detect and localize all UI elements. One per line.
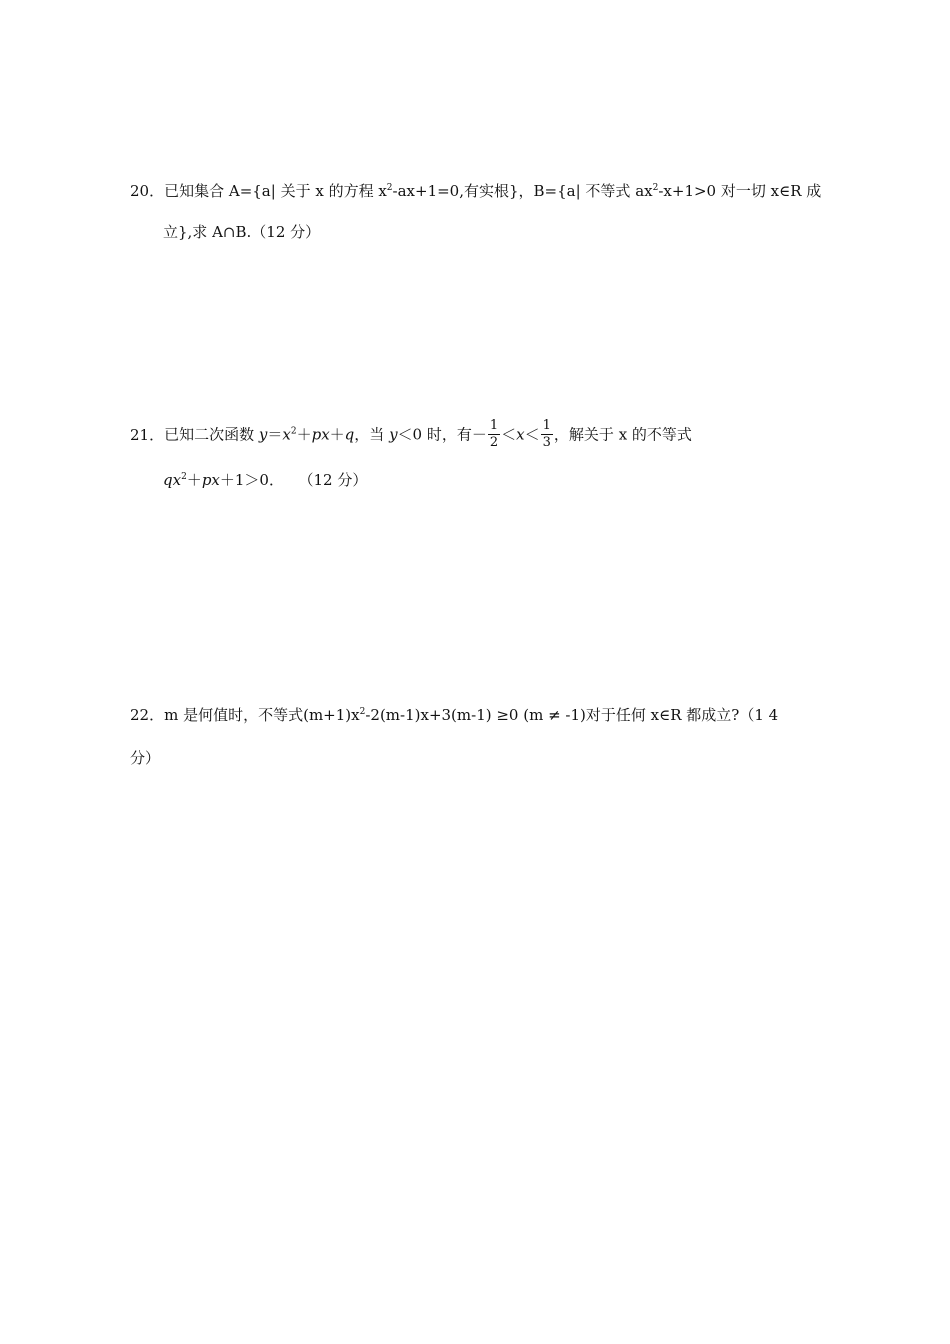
question-21-var-y: y <box>258 425 268 444</box>
question-21-text-b: ，当 <box>354 425 390 444</box>
question-21-line-2 <box>163 470 367 490</box>
question-20-text-c: -x+1>0 对一切 x∈R 成 <box>658 182 822 200</box>
question-21-line-2-rest: ＋1＞0． <box>219 471 284 489</box>
question-21-equals: ＝ <box>267 425 283 444</box>
question-21-plus-2: ＋ <box>329 425 345 444</box>
fraction-denominator: 2 <box>489 435 499 450</box>
question-22-text-a: m 是何值时，不等式(m+1)x <box>164 706 360 724</box>
question-21-var-x: x <box>282 425 291 444</box>
question-21-line-2-px: px <box>201 471 220 489</box>
question-21-score: （12 分） <box>305 471 368 489</box>
question-21-less-than-2: ＜ <box>524 425 540 444</box>
question-21-line-2-superscript: 2 <box>181 472 187 482</box>
question-21-fraction-one-third <box>541 418 553 451</box>
question-21-var-q: q <box>344 425 355 444</box>
question-20-text-a: 已知集合 A={a| 关于 x 的方程 x <box>164 182 387 200</box>
question-20-line-1 <box>130 181 821 201</box>
question-20-text-b: -ax+1=0,有实根}，B={a| 不等式 ax <box>392 182 653 200</box>
question-21-term-qx: qx <box>163 471 182 489</box>
question-21-less-than-1: ＜ <box>501 425 517 444</box>
question-21-plus-1: ＋ <box>296 425 312 444</box>
question-22-line-2: 分） <box>130 749 161 767</box>
question-21-text-c: ，解关于 x 的不等式 <box>553 425 692 444</box>
question-21-superscript: 2 <box>290 426 297 437</box>
question-21-text-a: 已知二次函数 <box>164 425 259 444</box>
question-21-cond-text: ＜0 时，有－ <box>397 425 487 444</box>
question-21-cond-y: y <box>389 425 398 444</box>
question-20-superscript-2: 2 <box>652 183 659 193</box>
question-21-number: 21． <box>130 425 165 444</box>
question-21-term-px: px <box>311 425 330 444</box>
question-21-line-1 <box>130 419 692 452</box>
fraction-numerator: 1 <box>489 418 499 433</box>
question-20-superscript-1: 2 <box>386 183 393 193</box>
question-21-mid-x: x <box>516 425 525 444</box>
question-21-fraction-one-half <box>488 418 500 451</box>
question-21-line-2-plus: ＋ <box>186 471 202 489</box>
question-20-line-2: 立},求 A∩B.（12 分） <box>163 223 321 241</box>
question-22-superscript: 2 <box>359 707 366 717</box>
fraction-denominator: 3 <box>542 435 551 450</box>
question-22-text-b: -2(m-1)x+3(m-1) ≥0 (m ≠ -1)对于任何 x∈R 都成立?（1 4 <box>365 706 779 724</box>
question-22-number: 22． <box>130 706 165 724</box>
question-22-line-1 <box>130 705 778 725</box>
question-20-number: 20． <box>130 182 165 200</box>
fraction-numerator: 1 <box>542 418 551 433</box>
